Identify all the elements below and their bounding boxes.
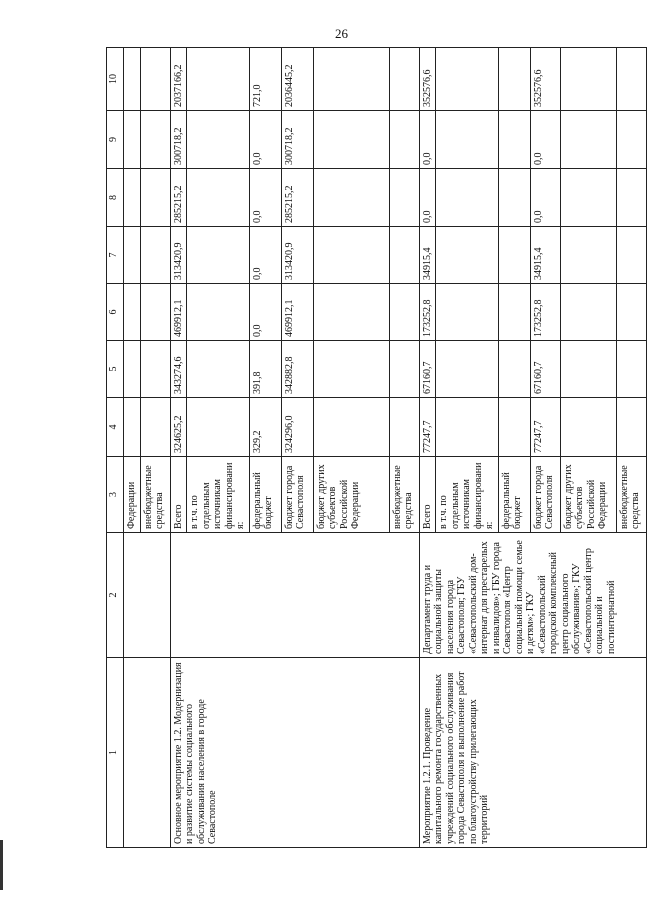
- funding-source-cell: федеральный бюджет: [249, 457, 281, 533]
- value-cell-col-10: [124, 48, 141, 111]
- value-cell-col-5: 391,8: [249, 341, 281, 398]
- value-cell-col-4: [124, 398, 141, 457]
- column-header-2: 2: [107, 533, 124, 658]
- value-cell-col-4: [560, 398, 616, 457]
- value-cell-col-5: [124, 341, 141, 398]
- value-cell-col-4: 324625,2: [170, 398, 187, 457]
- value-cell-col-7: 0,0: [249, 227, 281, 284]
- value-cell-col-4: [616, 398, 646, 457]
- value-cell-col-9: [616, 111, 646, 169]
- value-cell-col-10: 2036445,2: [281, 48, 313, 111]
- value-cell-col-8: [187, 169, 250, 227]
- value-cell-col-6: [187, 284, 250, 341]
- value-cell-col-9: [560, 111, 616, 169]
- value-cell-col-9: [498, 111, 530, 169]
- column-header-8: 8: [107, 169, 124, 227]
- executor-cell: [170, 533, 419, 658]
- value-cell-col-5: 67160,7: [419, 341, 436, 398]
- value-cell-col-5: [498, 341, 530, 398]
- funding-source-cell: бюджет других субъектов Российской Федерации: [313, 457, 389, 533]
- value-cell-col-7: [560, 227, 616, 284]
- funding-source-cell: бюджет города Севастополя: [530, 457, 560, 533]
- value-cell-col-5: [140, 341, 170, 398]
- page-number: 26: [335, 26, 348, 41]
- value-cell-col-8: [498, 169, 530, 227]
- value-cell-col-5: [560, 341, 616, 398]
- value-cell-col-8: 0,0: [530, 169, 560, 227]
- value-cell-col-9: 0,0: [530, 111, 560, 169]
- column-header-6: 6: [107, 284, 124, 341]
- value-cell-col-4: [498, 398, 530, 457]
- value-cell-col-6: [124, 284, 141, 341]
- value-cell-col-8: [140, 169, 170, 227]
- funding-source-cell: внебюджетные средства: [389, 457, 419, 533]
- column-header-1: 1: [107, 658, 124, 848]
- value-cell-col-5: [313, 341, 389, 398]
- value-cell-col-5: [187, 341, 250, 398]
- value-cell-col-9: 0,0: [419, 111, 436, 169]
- value-cell-col-9: 300718,2: [281, 111, 313, 169]
- value-cell-col-4: [436, 398, 499, 457]
- value-cell-col-6: 173252,8: [419, 284, 436, 341]
- value-cell-col-5: 342882,8: [281, 341, 313, 398]
- value-cell-col-6: [389, 284, 419, 341]
- value-cell-col-9: 0,0: [249, 111, 281, 169]
- funding-source-cell: в т.ч. по отдельным источникам финансирования:: [187, 457, 250, 533]
- value-cell-col-6: 469912,1: [281, 284, 313, 341]
- value-cell-col-9: [313, 111, 389, 169]
- value-cell-col-10: [187, 48, 250, 111]
- page-edge-mark: [0, 840, 3, 890]
- value-cell-col-9: [187, 111, 250, 169]
- value-cell-col-9: [124, 111, 141, 169]
- column-header-9: 9: [107, 111, 124, 169]
- value-cell-col-5: [616, 341, 646, 398]
- value-cell-col-10: 352576,6: [530, 48, 560, 111]
- value-cell-col-8: [436, 169, 499, 227]
- value-cell-col-8: [313, 169, 389, 227]
- funding-source-cell: в т.ч. по отдельным источникам финансирования:: [436, 457, 499, 533]
- value-cell-col-10: 721,0: [249, 48, 281, 111]
- funding-source-cell: бюджет других субъектов Российской Федерации: [560, 457, 616, 533]
- activity-name-cell: [124, 658, 171, 848]
- value-cell-col-10: 2037166,2: [170, 48, 187, 111]
- value-cell-col-6: 469912,1: [170, 284, 187, 341]
- activity-name-cell: Основное мероприятие 1.2. Модернизация и развитие системы социального обслуживания населения в городе Севастополе: [170, 658, 419, 848]
- value-cell-col-10: [560, 48, 616, 111]
- value-cell-col-6: [560, 284, 616, 341]
- column-header-10: 10: [107, 48, 124, 111]
- value-cell-col-9: [389, 111, 419, 169]
- value-cell-col-9: [436, 111, 499, 169]
- value-cell-col-7: [616, 227, 646, 284]
- value-cell-col-4: 77247,7: [419, 398, 436, 457]
- value-cell-col-4: 324296,0: [281, 398, 313, 457]
- column-header-3: 3: [107, 457, 124, 533]
- value-cell-col-6: 173252,8: [530, 284, 560, 341]
- value-cell-col-8: [616, 169, 646, 227]
- value-cell-col-7: [124, 227, 141, 284]
- value-cell-col-7: [436, 227, 499, 284]
- column-header-7: 7: [107, 227, 124, 284]
- table-row: [170, 48, 187, 848]
- column-header-4: 4: [107, 398, 124, 457]
- value-cell-col-5: [436, 341, 499, 398]
- value-cell-col-5: 343274,6: [170, 341, 187, 398]
- value-cell-col-6: [436, 284, 499, 341]
- value-cell-col-8: [560, 169, 616, 227]
- value-cell-col-4: [313, 398, 389, 457]
- value-cell-col-4: [389, 398, 419, 457]
- value-cell-col-8: [124, 169, 141, 227]
- executor-cell: Департамент труда и социальной защиты населения города Севастополя; ГБУ «Севастопольский дом-интернат для престарелых и инвалидов»; ГБУ города Севастополя «Центр социальной помощи семье и детям»; ГКУ «Севастопольский городской комплексный центр социального обслуживания»; ГКУ «Севастопольский центр социальной и постинтернатной: [419, 533, 646, 658]
- value-cell-col-8: 285215,2: [170, 169, 187, 227]
- value-cell-col-6: 0,0: [249, 284, 281, 341]
- executor-cell: [124, 533, 171, 658]
- value-cell-col-7: 34915,4: [530, 227, 560, 284]
- funding-source-cell: федеральный бюджет: [498, 457, 530, 533]
- value-cell-col-4: [140, 398, 170, 457]
- funding-source-cell: Федерации: [124, 457, 141, 533]
- value-cell-col-7: 313420,9: [281, 227, 313, 284]
- table-row: [419, 48, 436, 848]
- value-cell-col-7: [498, 227, 530, 284]
- value-cell-col-7: [389, 227, 419, 284]
- table-row: [124, 48, 141, 848]
- value-cell-col-10: [140, 48, 170, 111]
- financing-table: [106, 47, 647, 848]
- value-cell-col-8: 0,0: [419, 169, 436, 227]
- value-cell-col-4: 77247,7: [530, 398, 560, 457]
- value-cell-col-8: 285215,2: [281, 169, 313, 227]
- value-cell-col-6: [313, 284, 389, 341]
- value-cell-col-7: [140, 227, 170, 284]
- value-cell-col-10: [389, 48, 419, 111]
- value-cell-col-7: [313, 227, 389, 284]
- header-row: [107, 48, 124, 848]
- value-cell-col-7: 34915,4: [419, 227, 436, 284]
- value-cell-col-4: 329,2: [249, 398, 281, 457]
- funding-source-cell: внебюджетные средства: [140, 457, 170, 533]
- value-cell-col-8: [389, 169, 419, 227]
- value-cell-col-7: 313420,9: [170, 227, 187, 284]
- funding-source-cell: Всего: [419, 457, 436, 533]
- activity-name-cell: Мероприятие 1.2.1. Проведение капитального ремонта государственных учреждений социального обслуживания города Севастополя и выполнение работ по благоустройству прилегающих территорий: [419, 658, 646, 848]
- value-cell-col-7: [187, 227, 250, 284]
- value-cell-col-8: 0,0: [249, 169, 281, 227]
- value-cell-col-6: [616, 284, 646, 341]
- funding-source-cell: бюджет города Севастополя: [281, 457, 313, 533]
- value-cell-col-6: [140, 284, 170, 341]
- value-cell-col-10: [313, 48, 389, 111]
- value-cell-col-5: 67160,7: [530, 341, 560, 398]
- value-cell-col-5: [389, 341, 419, 398]
- funding-source-cell: Всего: [170, 457, 187, 533]
- value-cell-col-9: 300718,2: [170, 111, 187, 169]
- column-header-5: 5: [107, 341, 124, 398]
- value-cell-col-10: 352576,6: [419, 48, 436, 111]
- value-cell-col-4: [187, 398, 250, 457]
- rotated-table-container: [106, 64, 641, 848]
- value-cell-col-10: [436, 48, 499, 111]
- value-cell-col-10: [498, 48, 530, 111]
- value-cell-col-10: [616, 48, 646, 111]
- value-cell-col-6: [498, 284, 530, 341]
- value-cell-col-9: [140, 111, 170, 169]
- table-body: [124, 48, 647, 848]
- funding-source-cell: внебюджетные средства: [616, 457, 646, 533]
